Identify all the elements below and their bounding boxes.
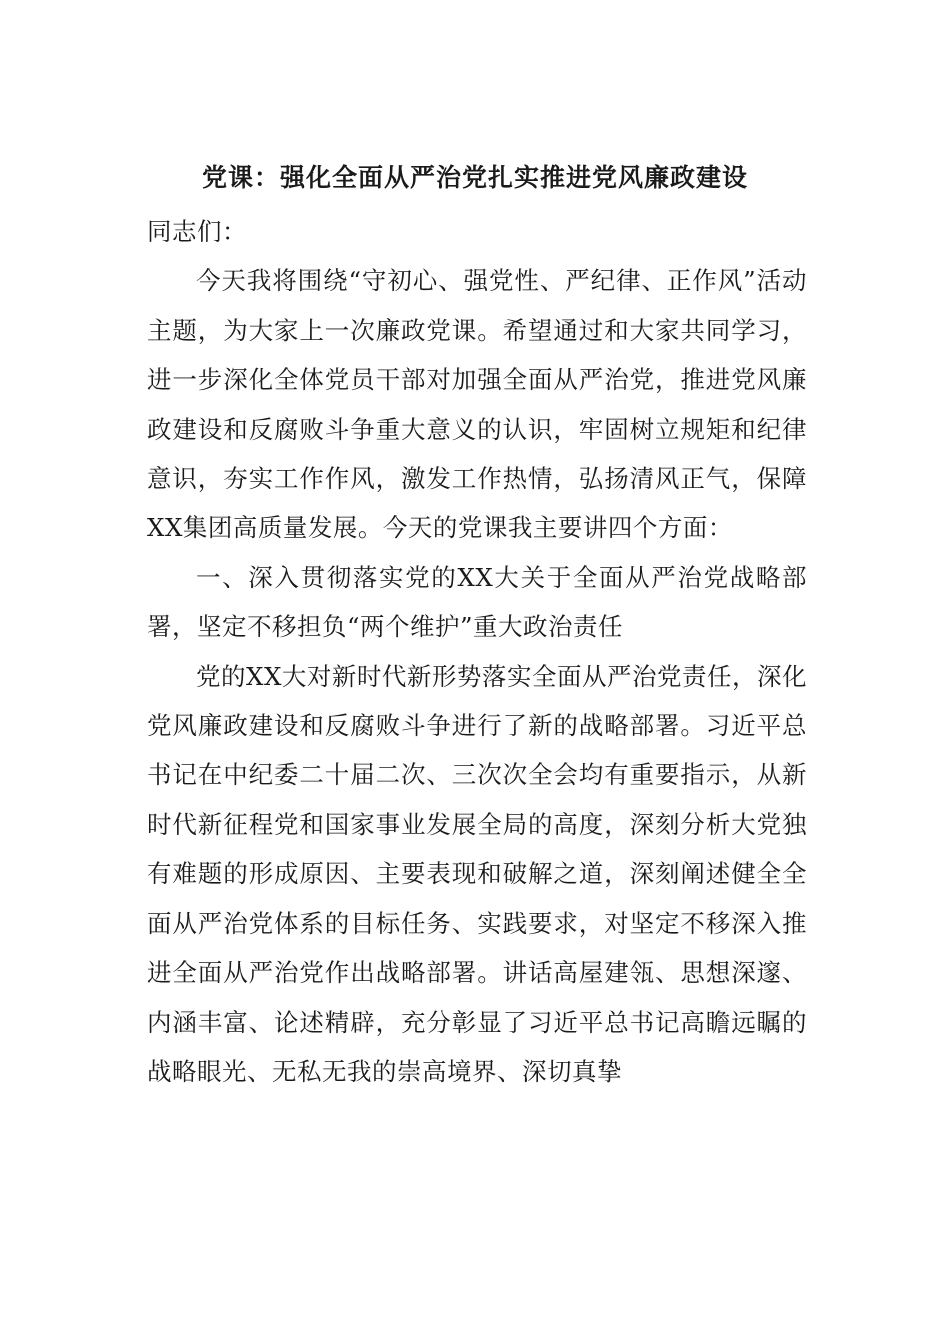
section-heading-1: 一、深入贯彻落实党的XX大关于全面从严治党战略部署，坚定不移担负“两个维护”重大政治责任 xyxy=(147,562,807,642)
document-body xyxy=(147,207,807,1096)
document-title: 党课：强化全面从严治党扎实推进党风廉政建设 xyxy=(201,163,748,192)
paragraph-section-1: 党的XX大对新时代新形势落实全面从严治党责任，深化党风廉政建设和反腐败斗争进行了新的战略部署。习近平总书记在中纪委二十届二次、三次次全会均有重要指示，从新时代新征程党和国家事业发展全局的高度，深刻分析大党独有难题的形成原因、主要表现和破解之道，深刻阐述健全全面从严治党体系的目标任务、实践要求，对坚定不移深入推进全面从严治党作出战略部署。讲话高屋建瓴、思想深邃、内涵丰富、论述精辟，充分彰显了习近平总书记高瞻远瞩的战略眼光、无私无我的崇高境界、深切真挚 xyxy=(147,661,807,1086)
salutation: 同志们： xyxy=(147,217,247,246)
paragraph-intro: 今天我将围绕“守初心、强党性、严纪律、正作风”活动主题，为大家上一次廉政党课。希望通过和大家共同学习，进一步深化全体党员干部对加强全面从严治党，推进党风廉政建设和反腐败斗争重大意义的认识，牢固树立规矩和纪律意识，夯实工作作风，激发工作热情，弘扬清风正气，保障XX集团高质量发展。今天的党课我主要讲四个方面： xyxy=(147,266,807,543)
